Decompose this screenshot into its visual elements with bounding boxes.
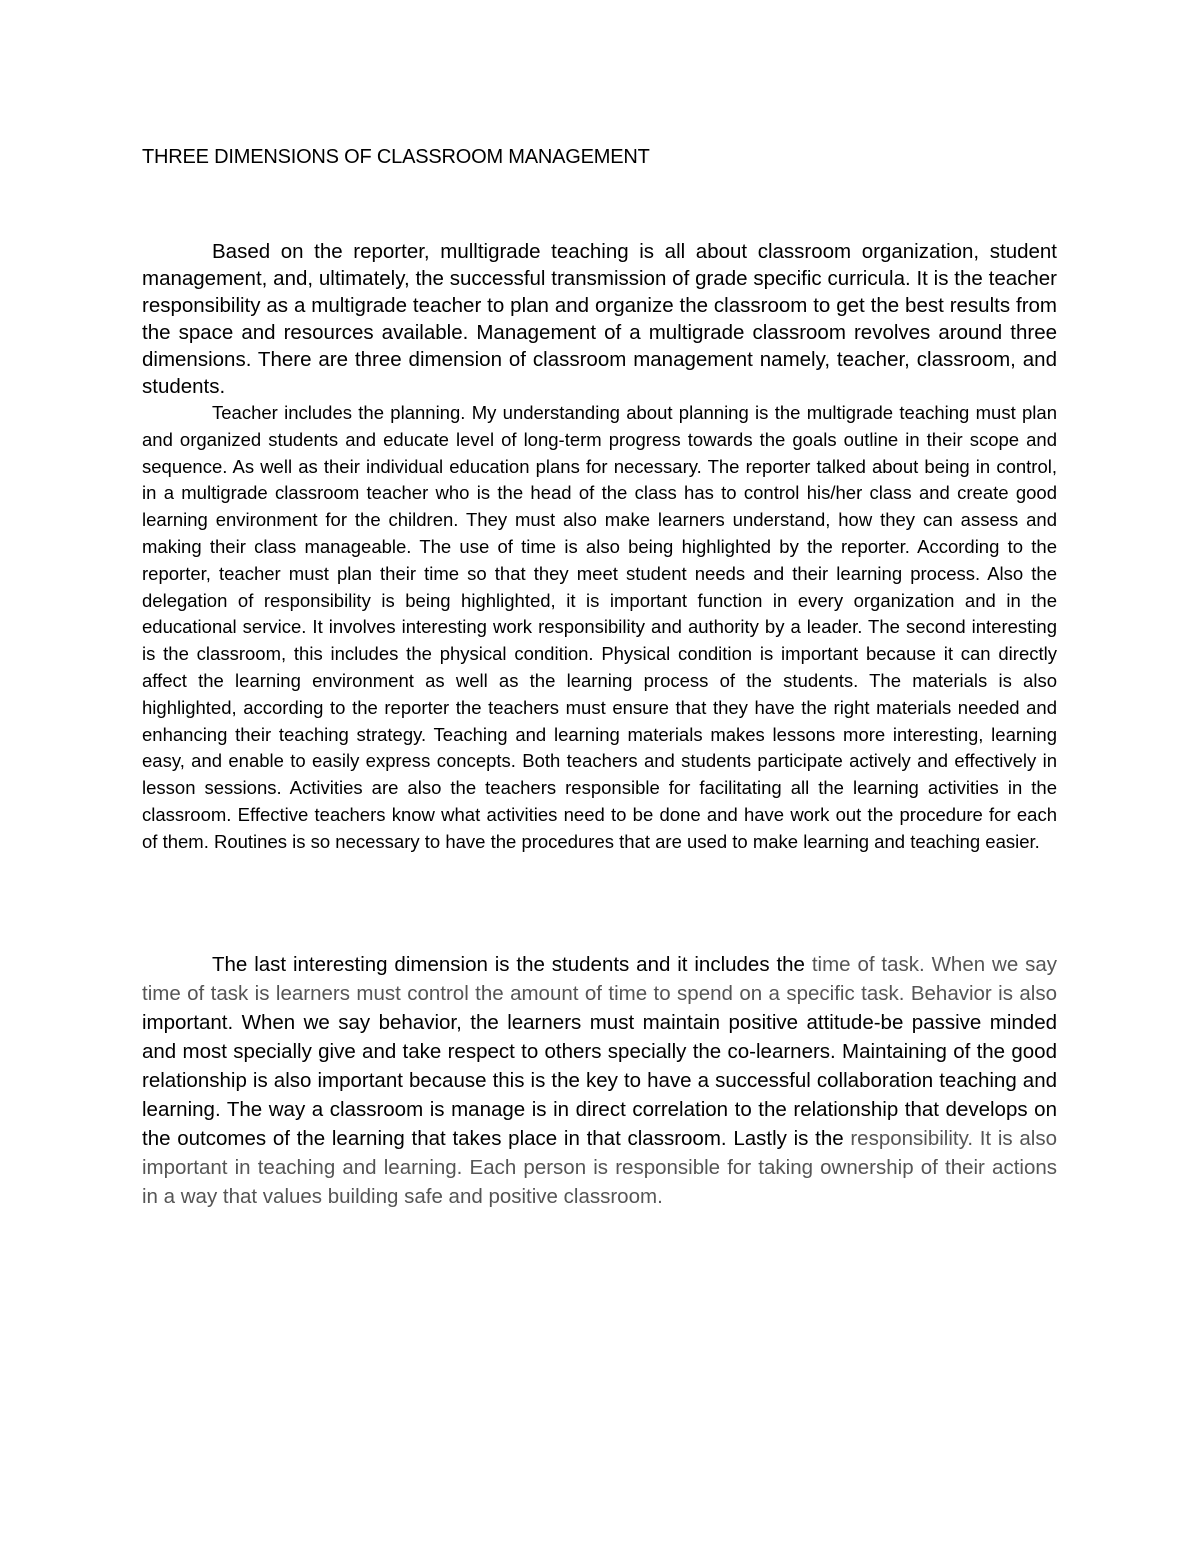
paragraph-students-part2: time of task. When we say time of task is learners must control the amount of time to spend on a specific task. Behavior is also <box>142 953 1057 1005</box>
paragraph-students-part1: The last interesting dimension is the students and it includes the <box>212 953 812 976</box>
paragraph-students <box>142 950 1057 1211</box>
document-title: THREE DIMENSIONS OF CLASSROOM MANAGEMENT <box>142 146 650 168</box>
paragraph-students-part3: important. When we say behavior, the learners must maintain positive attitude-be passive minded and most specially give and take respect to others specially the co-learners. Maintaining of the good relationship is also important because this is the key to have a successful collaboration teaching and learning. The way a classroom is manage is in direct correlation to the relationship that develops on the outcomes of the learning that takes place in that classroom. Lastly is the <box>142 1011 1057 1150</box>
paragraph-intro: Based on the reporter, mulltigrade teaching is all about classroom organization, student management, and, ultimately, the successful transmission of grade specific curricula. It is the teacher responsibility as a multigrade teacher to plan and organize the classroom to get the best results from the space and resources available. Management of a multigrade classroom revolves around three dimensions. There are three dimension of classroom management namely, teacher, classroom, and students. <box>142 240 1057 398</box>
paragraph-students-part4: responsibility. It is also important in teaching and learning. Each person is responsible for taking ownership of their actions in a way that values building safe and positive classroom. <box>142 1127 1057 1208</box>
paragraph-teacher-classroom: Teacher includes the planning. My understanding about planning is the multigrade teaching must plan and organized students and educate level of long-term progress towards the goals outline in their scope and sequence. As well as their individual education plans for necessary. The reporter talked about being in control, in a multigrade classroom teacher who is the head of the class has to control his/her class and create good learning environment for the children. They must also make learners understand, how they can assess and making their class manageable. The use of time is also being highlighted by the reporter. According to the reporter, teacher must plan their time so that they meet student needs and their learning process. Also the delegation of responsibility is being highlighted, it is important function in every organization and in the educational service. It involves interesting work responsibility and authority by a leader. The second interesting is the classroom, this includes the physical condition. Physical condition is important because it can directly affect the learning environment as well as the learning process of the students. The materials is also highlighted, according to the reporter the teachers must ensure that they have the right materials needed and enhancing their teaching strategy. Teaching and learning materials makes lessons more interesting, learning easy, and enable to easily express concepts. Both teachers and students participate actively and effectively in lesson sessions. Activities are also the teachers responsible for facilitating all the learning activities in the classroom. Effective teachers know what activities need to be done and have work out the procedure for each of them. Routines is so necessary to have the procedures that are used to make learning and teaching easier. <box>142 402 1057 852</box>
